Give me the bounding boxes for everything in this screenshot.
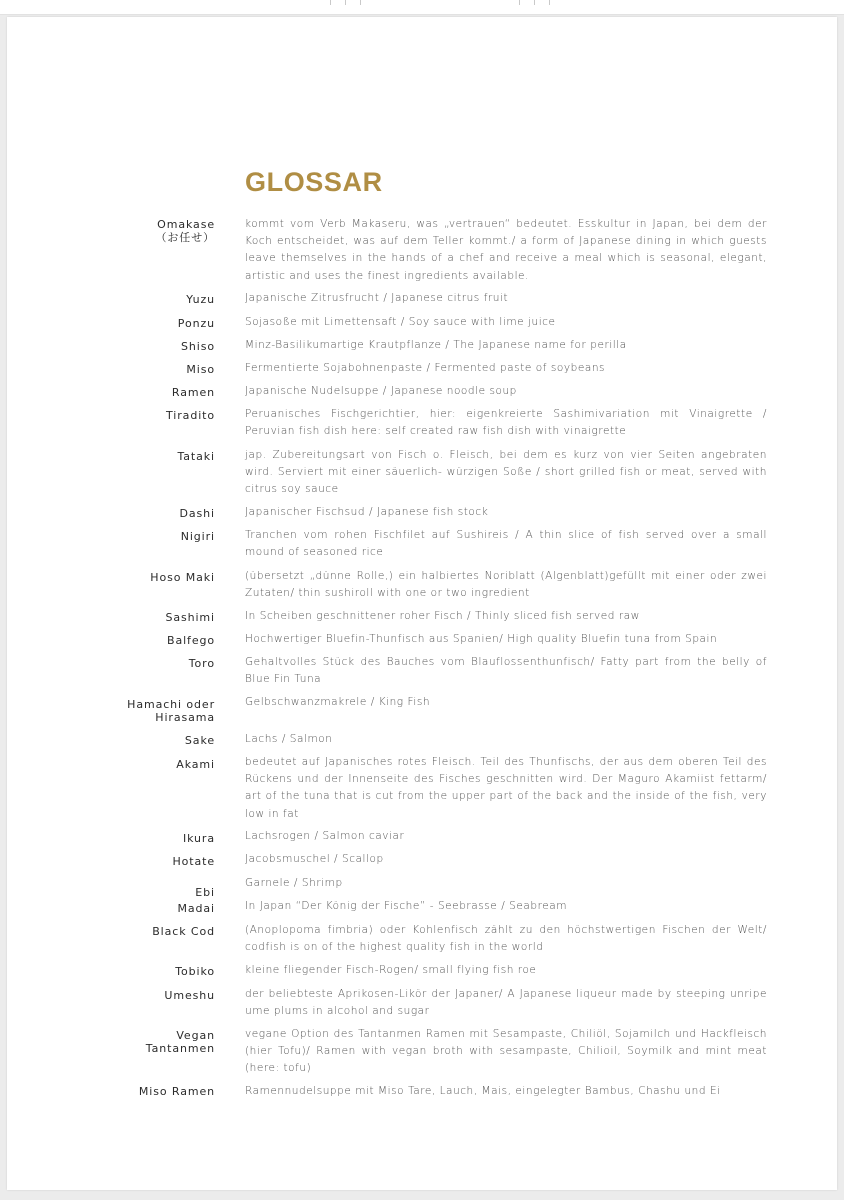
glossary-term: Ebi (195, 886, 215, 899)
glossary-term: Tiradito (166, 409, 215, 422)
glossary-definition: Minz-Basilikumartige Krautpflanze / The Japanese name for perilla (245, 339, 627, 351)
glossary-definition: In Japan “Der König der Fische” - Seebrasse / Seabream (245, 900, 568, 912)
glossary-term: Nigiri (180, 530, 215, 543)
glossary-definition: Sojasoße mit Limettensaft / Soy sauce with lime juice (245, 316, 556, 328)
glossary-term: Madai (177, 902, 215, 915)
glossary-definition: Fermentierte Sojabohnenpaste / Fermented paste of soybeans (245, 362, 606, 374)
glossary-definition: Japanischer Fischsud / Japanese fish stock (245, 506, 489, 518)
glossary-term: Miso (186, 363, 215, 376)
glossary-definition: Hochwertiger Bluefin-Thunfisch aus Spanien/ High quality Bluefin tuna from Spain (245, 633, 718, 645)
glossary-term: Omakase （お任せ） (155, 218, 215, 244)
glossary-term: Akami (176, 758, 215, 771)
glossary-definition: der beliebteste Aprikosen-Likör der Japaner/ A Japanese liqueur made by steeping unripe ume plums in alcohol and sugar (245, 988, 767, 1018)
document-page (7, 17, 837, 1190)
glossary-term: Sashimi (165, 611, 215, 624)
glossary-definition: (Anoplopoma fimbria) oder Kohlenfisch zählt zu den höchstwertigen Fischen der Welt/ codfish is on of the highest quality fish in the world (245, 924, 767, 954)
glossary-definition: Lachs / Salmon (245, 733, 333, 745)
glossary-term: Ponzu (177, 317, 215, 330)
top-strip (0, 0, 844, 15)
strip-mark (534, 0, 535, 5)
glossary-term: Miso Ramen (138, 1085, 215, 1098)
strip-mark (519, 0, 520, 5)
page-title: GLOSSAR (245, 167, 383, 197)
glossary-term: Hoso Maki (150, 571, 215, 584)
glossary-definition: kleine fliegender Fisch-Rogen/ small flying fish roe (245, 964, 537, 976)
glossary-term: Umeshu (164, 989, 215, 1002)
glossary-definition: Japanische Zitrusfrucht / Japanese citrus fruit (245, 292, 509, 304)
glossary-term: Yuzu (186, 293, 215, 306)
glossary-term: Balfego (167, 634, 215, 647)
glossary-term: Tataki (177, 450, 215, 463)
glossary-term: Toro (188, 657, 215, 670)
glossary-term: Shiso (181, 340, 215, 353)
glossary-term: Black Cod (152, 925, 215, 938)
glossary-definition: Peruanisches Fischgerichtier, hier: eigenkreierte Sashimivariation mit Vinaigrette / Peruvian fish dish here: self created raw fish dish with vinaigrette (245, 408, 767, 438)
glossary-term: Ikura (182, 832, 215, 845)
glossary-term: Sake (184, 734, 215, 747)
glossary-definition: Garnele / Shrimp (245, 877, 343, 889)
glossary-term: Hotate (172, 855, 215, 868)
glossary-term: Ramen (171, 386, 215, 399)
glossary-definition: In Scheiben geschnittener roher Fisch / Thinly sliced fish served raw (245, 610, 640, 622)
strip-mark (360, 0, 361, 5)
glossary-definition: Ramennudelsuppe mit Miso Tare, Lauch, Mais, eingelegter Bambus, Chashu und Ei (245, 1085, 721, 1097)
glossary-definition: Gelbschwanzmakrele / King Fish (245, 696, 431, 708)
glossary-term: Vegan Tantanmen (145, 1029, 215, 1055)
glossary-definition: (übersetzt „dünne Rolle,) ein halbiertes Noriblatt (Algenblatt)gefüllt mit einer oder zwei Zutaten/ thin sushiroll with one or two ingredient (245, 570, 767, 600)
strip-mark (549, 0, 550, 5)
strip-mark (345, 0, 346, 5)
glossary-definition: Japanische Nudelsuppe / Japanese noodle soup (245, 385, 517, 397)
glossary-definition: Gehaltvolles Stück des Bauches vom Blauflossenthunfisch/ Fatty part from the belly of Blue Fin Tuna (245, 656, 767, 686)
glossary-definition: Lachsrogen / Salmon caviar (245, 830, 405, 842)
glossary-definition: vegane Option des Tantanmen Ramen mit Sesampaste, Chiliöl, Sojamilch und Hackfleisch (hier Tofu)/ Ramen with vegan broth with sesampaste, Chilioil, Soymilk and mint meat (here: tofu) (245, 1028, 767, 1075)
glossary-term: Tobiko (175, 965, 215, 978)
glossary-definition: jap. Zubereitungsart von Fisch o. Fleisch, bei dem es kurz von vier Seiten angebraten wird. Serviert mit einer säuerlich- würzigen Soße / short grilled fish or meat, served with citrus soy sauce (245, 449, 767, 496)
glossary-term: Hamachi oder Hirasama (127, 698, 215, 724)
strip-mark (330, 0, 331, 5)
glossary-term: Dashi (179, 507, 215, 520)
glossary-definition: bedeutet auf Japanisches rotes Fleisch. Teil des Thunfischs, der aus dem oberen Teil des Rückens und der Innenseite des Fisches geschnitten wird. Der Maguro Akamiist fettarm/ art of the tuna that is cut from the upper part of the back and the inside of the fish, very low in fat (245, 756, 767, 820)
glossary-definition: kommt vom Verb Makaseru, was „vertrauen“ bedeutet. Esskultur in Japan, bei dem der Koch entscheidet, was auf dem Teller kommt./ a form of Japanese dining in which guests leave themselves in the hands of a chef and receive a meal which is seasonal, elegant, artistic and uses the finest ingredients available. (245, 218, 767, 282)
glossary-definition: Jacobsmuschel / Scallop (245, 853, 384, 865)
glossary-definition: Tranchen vom rohen Fischfilet auf Sushireis / A thin slice of fish served over a small mound of seasoned rice (245, 529, 767, 559)
